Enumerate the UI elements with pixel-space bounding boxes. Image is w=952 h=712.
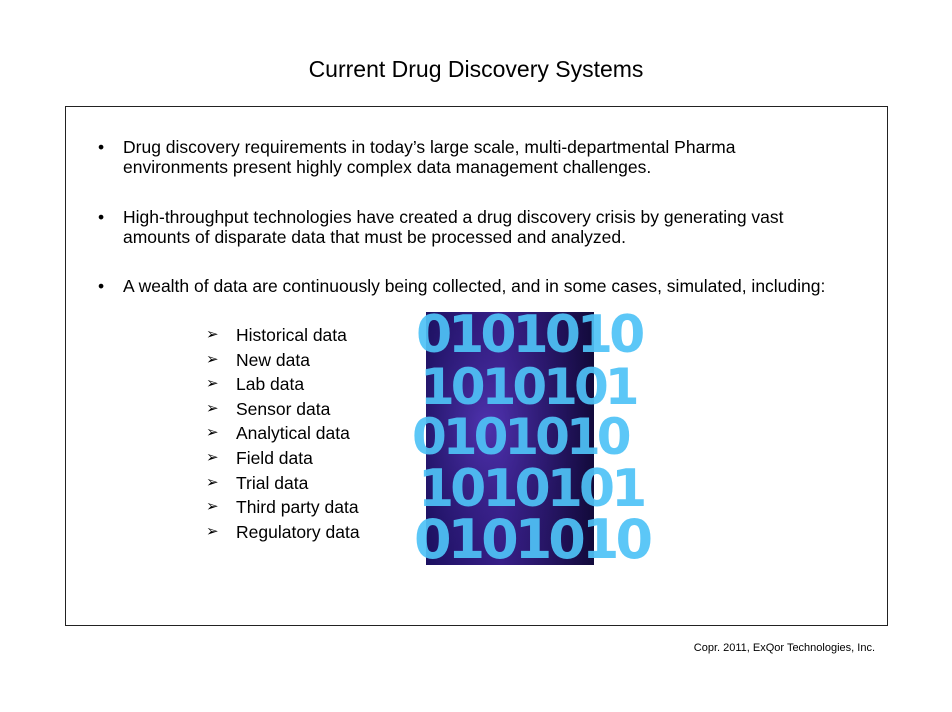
- bullet-line: A wealth of data are continuously being collected, and in some cases, simulated, including:: [123, 276, 826, 296]
- arrow-bullet-icon: ➢: [206, 424, 219, 442]
- binary-digit-row: 1010101: [420, 358, 636, 416]
- data-type-label: Third party data: [236, 497, 359, 518]
- arrow-bullet-icon: ➢: [206, 375, 219, 393]
- data-type-label: Sensor data: [236, 398, 331, 419]
- slide-title: Current Drug Discovery Systems: [308, 56, 644, 82]
- data-type-label: New data: [236, 349, 310, 370]
- arrow-bullet-icon: ➢: [206, 522, 219, 540]
- binary-digits-image: [412, 305, 650, 571]
- binary-digits-graphic: [412, 305, 650, 571]
- arrow-bullet-icon: ➢: [206, 326, 219, 343]
- binary-digit-row: 0101010: [412, 408, 628, 466]
- bullet-dot-icon: •: [98, 137, 105, 157]
- data-type-label: Regulatory data: [236, 521, 360, 542]
- bullet-text: [123, 207, 784, 247]
- bullet-line: amounts of disparate data that must be processed and analyzed.: [123, 227, 626, 247]
- content-box: [65, 106, 888, 626]
- bullet-line: Drug discovery requirements in today’s large scale, multi-departmental Pharma: [123, 137, 736, 157]
- bullet-line: environments present highly complex data management challenges.: [123, 157, 652, 177]
- copyright-footer: Copr. 2011, ExQor Technologies, Inc.: [693, 642, 875, 654]
- binary-digit-row: 0101010: [414, 508, 650, 571]
- bullet-dot-icon: •: [98, 207, 105, 227]
- arrow-bullet-icon: ➢: [206, 350, 219, 368]
- binary-digit-row: 1010101: [418, 459, 644, 519]
- arrow-bullet-icon: ➢: [206, 473, 219, 491]
- arrow-bullet-icon: ➢: [206, 448, 219, 466]
- bullet-dot-icon: •: [98, 276, 105, 296]
- data-type-label: Trial data: [236, 472, 309, 493]
- data-type-label: Analytical data: [236, 423, 350, 444]
- arrow-bullet-icon: ➢: [206, 399, 219, 417]
- data-type-label: Lab data: [236, 374, 305, 395]
- data-type-label: Historical data: [236, 325, 347, 345]
- bullet-text: [123, 276, 825, 296]
- binary-digit-row: 0101010: [416, 305, 642, 365]
- data-type-label: Field data: [236, 447, 313, 468]
- arrow-bullet-icon: ➢: [206, 498, 219, 516]
- bullet-text: [123, 137, 735, 177]
- bullet-line: High-throughput technologies have created a drug discovery crisis by generating vast: [123, 207, 784, 227]
